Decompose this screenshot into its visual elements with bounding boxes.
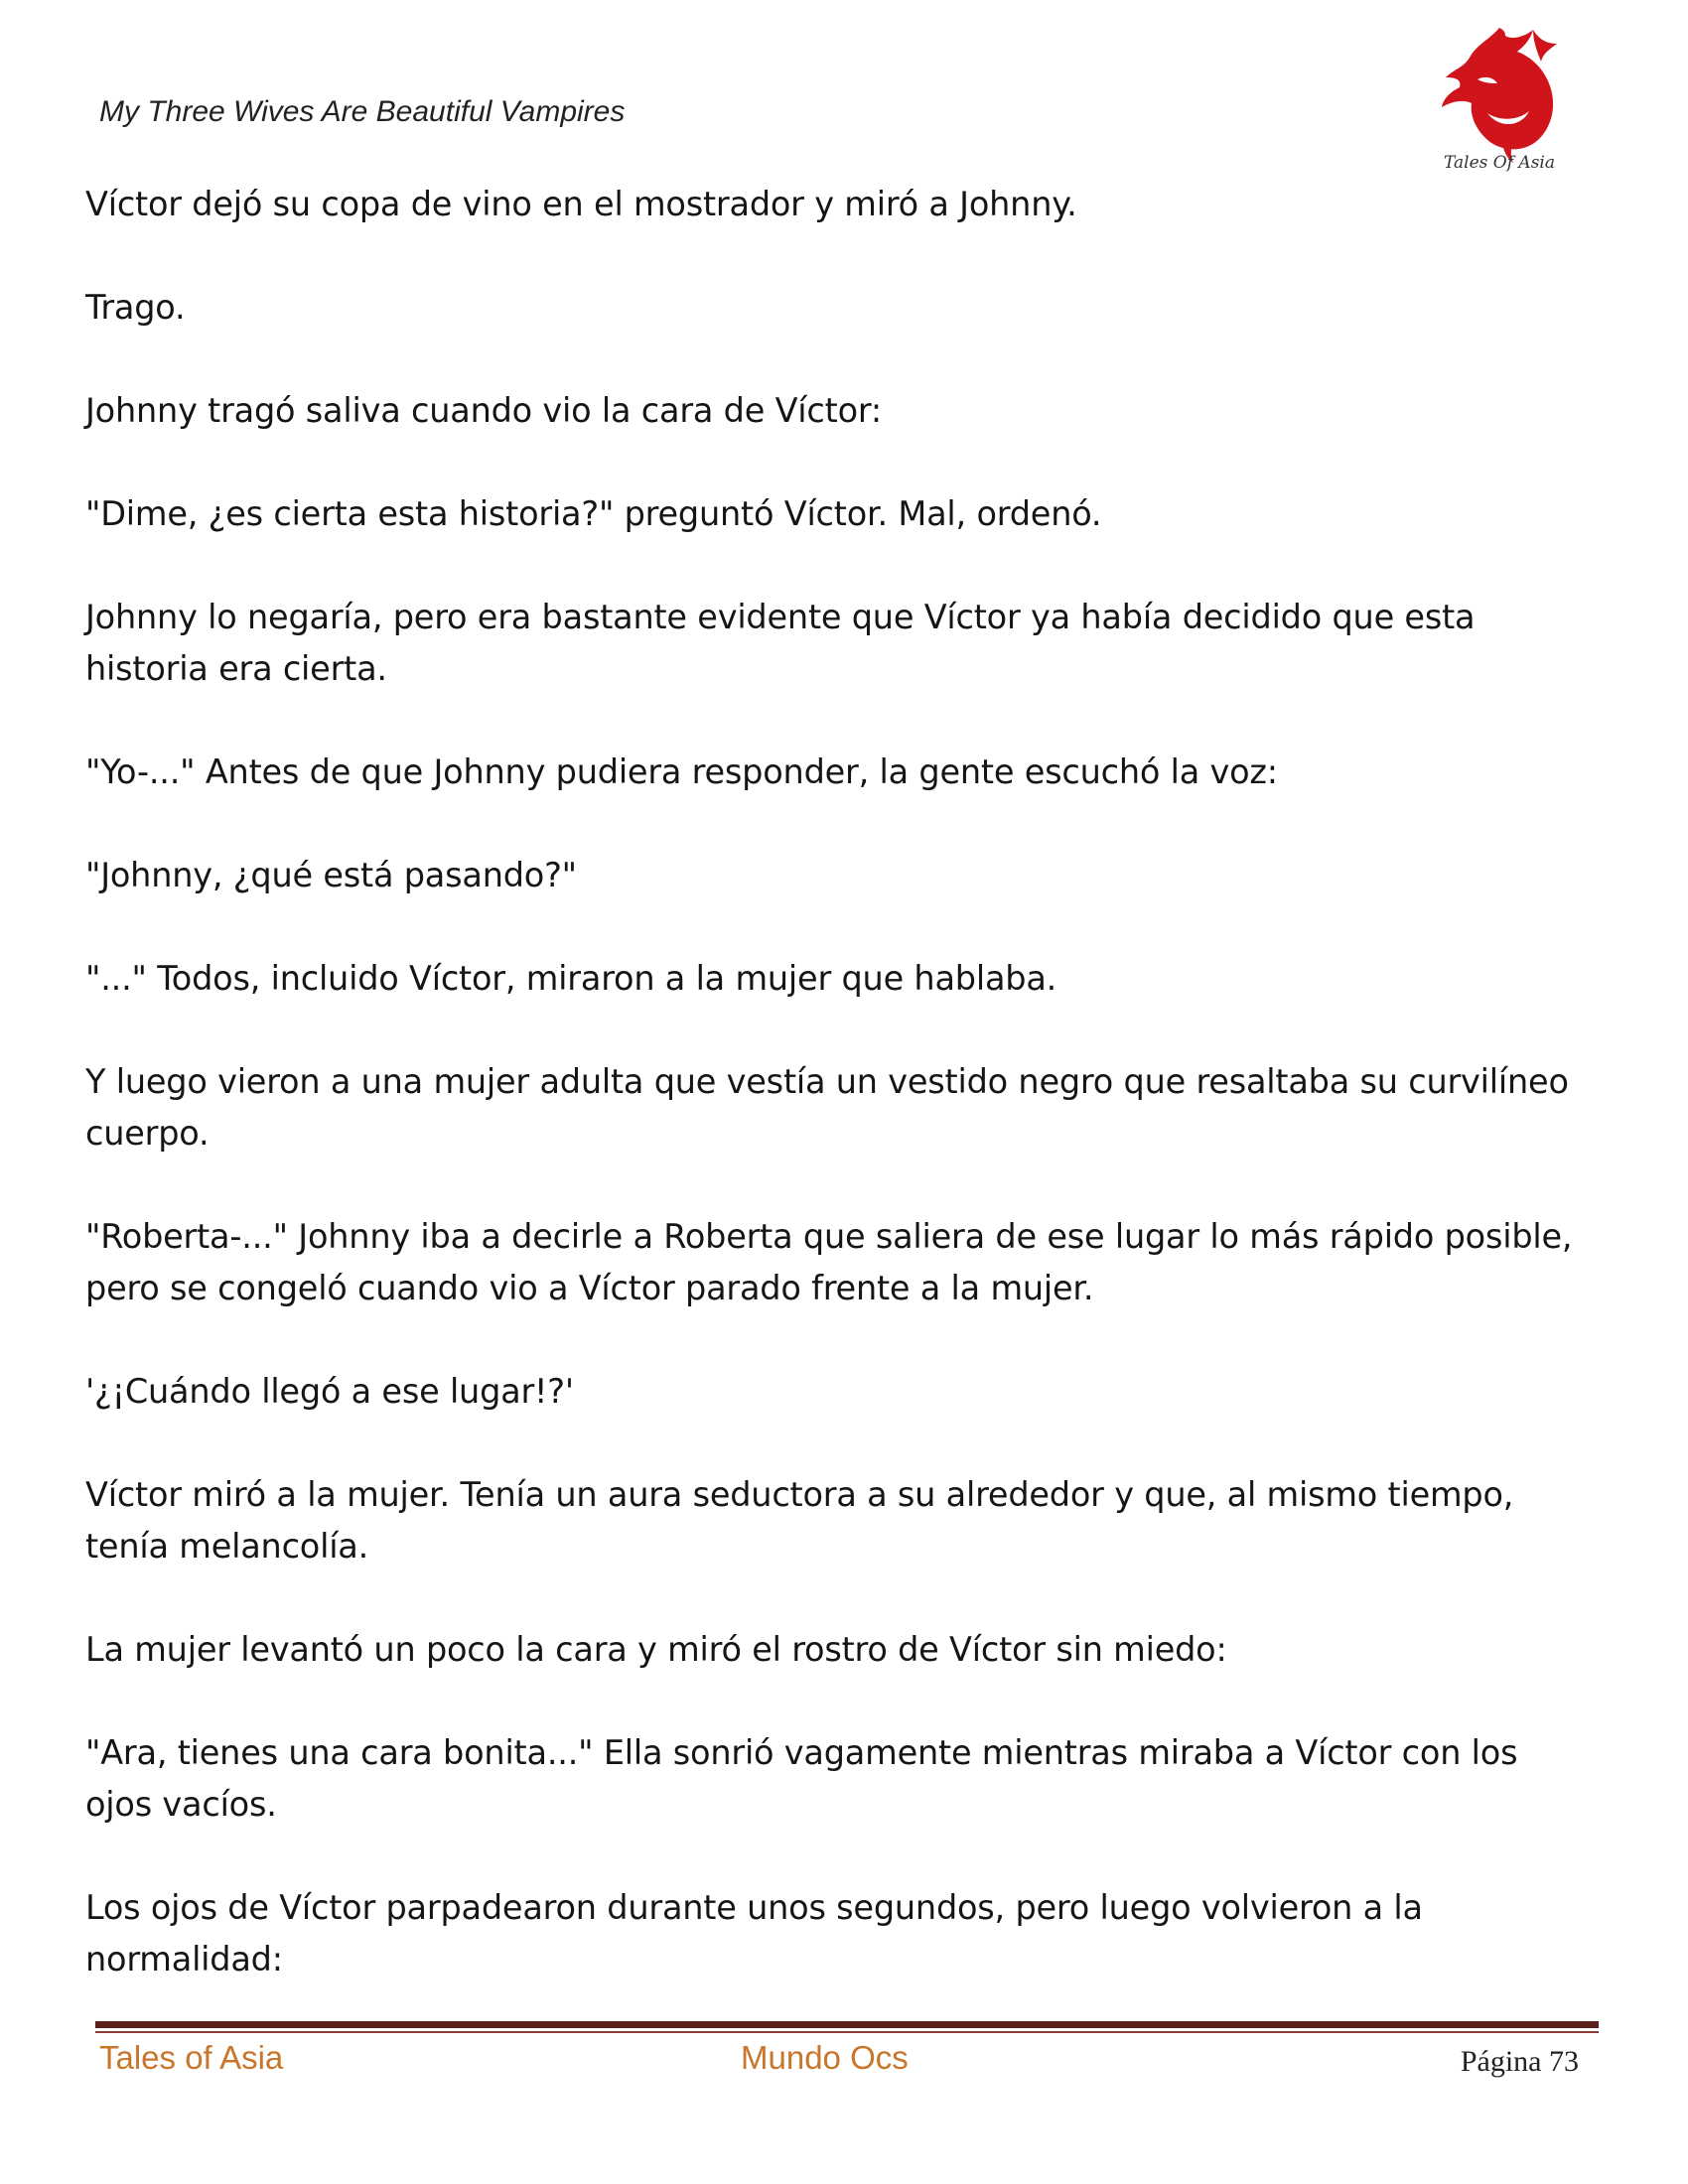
paragraph: "Johnny, ¿qué está pasando?" [85,856,577,894]
paragraph: "..." Todos, incluido Víctor, miraron a la mujer que hablaba. [85,959,1057,998]
paragraph: La mujer levantó un poco la cara y miró el rostro de Víctor sin miedo: [85,1630,1227,1669]
paragraph: Y luego vieron a una mujer adulta que vestía un vestido negro que resaltaba su curvilíneo cuerpo. [85,1062,1569,1153]
paragraph: "Ara, tienes una cara bonita..." Ella sonrió vagamente mientras miraba a Víctor con los ojos vacíos. [85,1733,1518,1824]
paragraph: "Dime, ¿es cierta esta historia?" preguntó Víctor. Mal, ordenó. [85,494,1102,533]
paragraph: '¿¡Cuándo llegó a ese lugar!?' [85,1372,574,1411]
book-title: My Three Wives Are Beautiful Vampires [99,95,626,128]
publisher-logo [1430,18,1569,187]
footer-divider [95,2021,1599,2035]
paragraph: Johnny lo negaría, pero era bastante evidente que Víctor ya había decidido que esta historia era cierta. [85,598,1476,688]
paragraph: Los ojos de Víctor parpadearon durante unos segundos, pero luego volvieron a la normalidad: [85,1888,1423,1979]
paragraph: Trago. [85,288,186,327]
logo-text: Tales Of Asia [1444,153,1555,173]
paragraph: "Yo-..." Antes de que Johnny pudiera responder, la gente escuchó la voz: [85,752,1278,791]
paragraph: Víctor miró a la mujer. Tenía un aura seductora a su alrededor y que, al mismo tiempo, tenía melancolía. [85,1475,1514,1566]
paragraph: Johnny tragó saliva cuando vio la cara de Víctor: [85,391,882,430]
paragraph: "Roberta-..." Johnny iba a decirle a Roberta que saliera de ese lugar lo más rápido posible, pero se congeló cuando vio a Víctor parado frente a la mujer. [85,1217,1573,1307]
chapter-body [85,179,1575,2037]
footer-translator: Mundo Ocs [741,2039,909,2076]
page-number: Página 73 [1460,2045,1579,2078]
footer-publisher: Tales of Asia [99,2039,284,2076]
paragraph: Víctor dejó su copa de vino en el mostrador y miró a Johnny. [85,185,1077,223]
